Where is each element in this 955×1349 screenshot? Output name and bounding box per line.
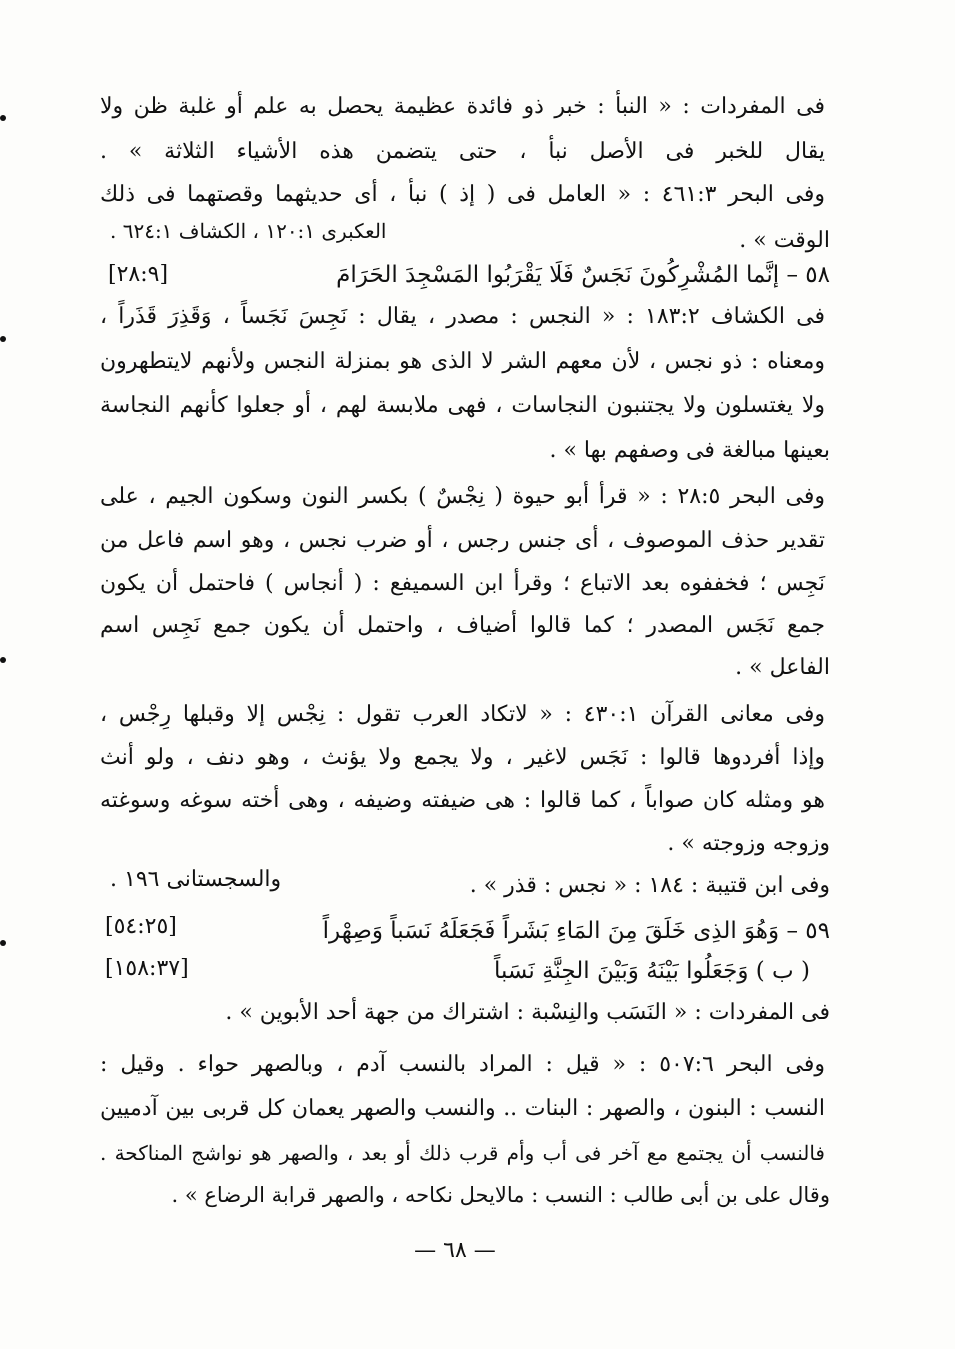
text-line: جمع نَجَس المصدر ؛ كما قالوا أضياف ، واحتمل أن يكون جمع نَجِس اسم <box>100 613 825 638</box>
text-line: تقدير حذف الموصوف ، أى جنس رجس ، أو ضرب نجس ، وهو اسم فاعل من <box>100 528 825 553</box>
text-line: وفى معانى القرآن ٤٣٠:١ : « لاتكاد العرب تقول : نِجْس إلا وقبلها رِجْس ، <box>100 702 825 727</box>
verse-59b: ( ب ) وَجَعَلُوا بَيْنَهُ وَبَيْنَ الجِنَّةِ نَسَباً <box>493 958 810 984</box>
text-line: وفى ابن قتيبة : ١٨٤ : « نجس : قذر » . <box>469 873 830 898</box>
verse-58: ٥٨ – إنَّما المُشْرِكُونَ نَجَسٌ فَلَا يَقْرَبُوا المَسْجِدَ الحَرَامَ <box>336 262 830 288</box>
text-line: الوقت » . <box>739 228 830 253</box>
text-line: وإذا أفردوها قالوا : نَجَس لاغير ، ولا يجمع ولا يؤنث ، وهو دنف ، ولو أنث <box>100 745 825 770</box>
text-line: فى المفردات : « النَسَب والنِسْبة : اشتراك من جهة أحد الأبوين » . <box>225 1000 830 1025</box>
verse-ref: [١٥٨:٣٧] <box>105 956 189 981</box>
text-line: هو ومثله كان صواباً ، كما قالوا : هى ضيفته وضيفه ، وهى أخته سوغه وسوغته <box>100 788 825 813</box>
page-number: — ٦٨ — <box>414 1238 496 1263</box>
text-line: وفى البحر ٥٠٧:٦ : « قيل : المراد بالنسب آدم ، وبالصهر حواء . وقيل : <box>100 1052 825 1077</box>
text-line: بعينها مبالغة فى وصفهم بها » . <box>549 438 830 463</box>
margin-mark <box>0 115 6 121</box>
verse-ref: [٥٤:٢٥] <box>105 914 177 939</box>
text-line: وفى البحر ٤٦١:٣ : « العامل فى ( إذ ) نبأ ، أى حديثهما وقصتهما فى ذلك <box>100 182 826 207</box>
text-line: ومعناه : ذو نجس ، لأن معهم الشر لا الذى هو بمنزلة النجس ولأنهم لايتطهرون <box>100 349 825 374</box>
margin-mark <box>0 657 6 663</box>
text-line: الفاعل » . <box>735 655 830 680</box>
text-line: ولا يغتسلون ولا يجتنبون النجاسات ، فهى ملابسة لهم ، أو جعلوا كأنهم النجاسة <box>100 393 825 418</box>
margin-mark <box>0 336 6 342</box>
text-line: وقال على بن أبى طالب : النسب : مالايحل نكاحه ، والصهر قرابة الرضاع » . <box>171 1183 830 1207</box>
text-line: فى المفردات : « النبأ : خبر ذو فائدة عظيمة يحصل به علم أو غلبة ظن ولا <box>100 94 825 119</box>
text-line: وزوجه وزوجته » . <box>667 831 830 856</box>
text-line: والسجستانى ١٩٦ . <box>110 867 282 892</box>
text-line: نَجِس ؛ فخففوه بعد الاتباع ؛ وقرأ ابن السميفع : ( أنجاس ) فاحتمل أن يكون <box>100 571 825 596</box>
text-line: فى الكشاف ١٨٣:٢ : « النجس : مصدر ، يقال : نَجِسَ نَجَساً ، وَقَذِرَ قَذَراً ، <box>100 304 825 329</box>
margin-mark <box>0 940 6 946</box>
verse-ref: [٢٨:٩] <box>108 262 169 287</box>
text-line: وفى البحر ٢٨:٥ : « قرأ أبو حيوة ( نِجْسٌ ) بكسر النون وسكون الجيم ، على <box>100 484 825 509</box>
text-line: النسب : البنون ، والصهر : البنات .. والنسب والصهر يعمان كل قربى بين آدميين <box>100 1096 825 1121</box>
text-line: العكبرى ١٢٠:١ ، الكشاف ٦٢٤:١ . <box>110 219 387 243</box>
text-line: يقال للخبر فى الأصل نبأ ، حتى يتضمن هذه الأشياء الثلاثة » . <box>100 139 825 164</box>
verse-59: ٥٩ – وَهُوَ الذِى خَلَقَ مِنَ المَاءِ بَشَراً فَجَعَلَهُ نَسَباً وَصِهْراً <box>322 918 830 944</box>
text-line: فالنسب أن يجتمع مع آخر فى أب وأم قرب ذلك أو بعد ، والصهر هو نواشج المناكحة . <box>100 1141 825 1165</box>
